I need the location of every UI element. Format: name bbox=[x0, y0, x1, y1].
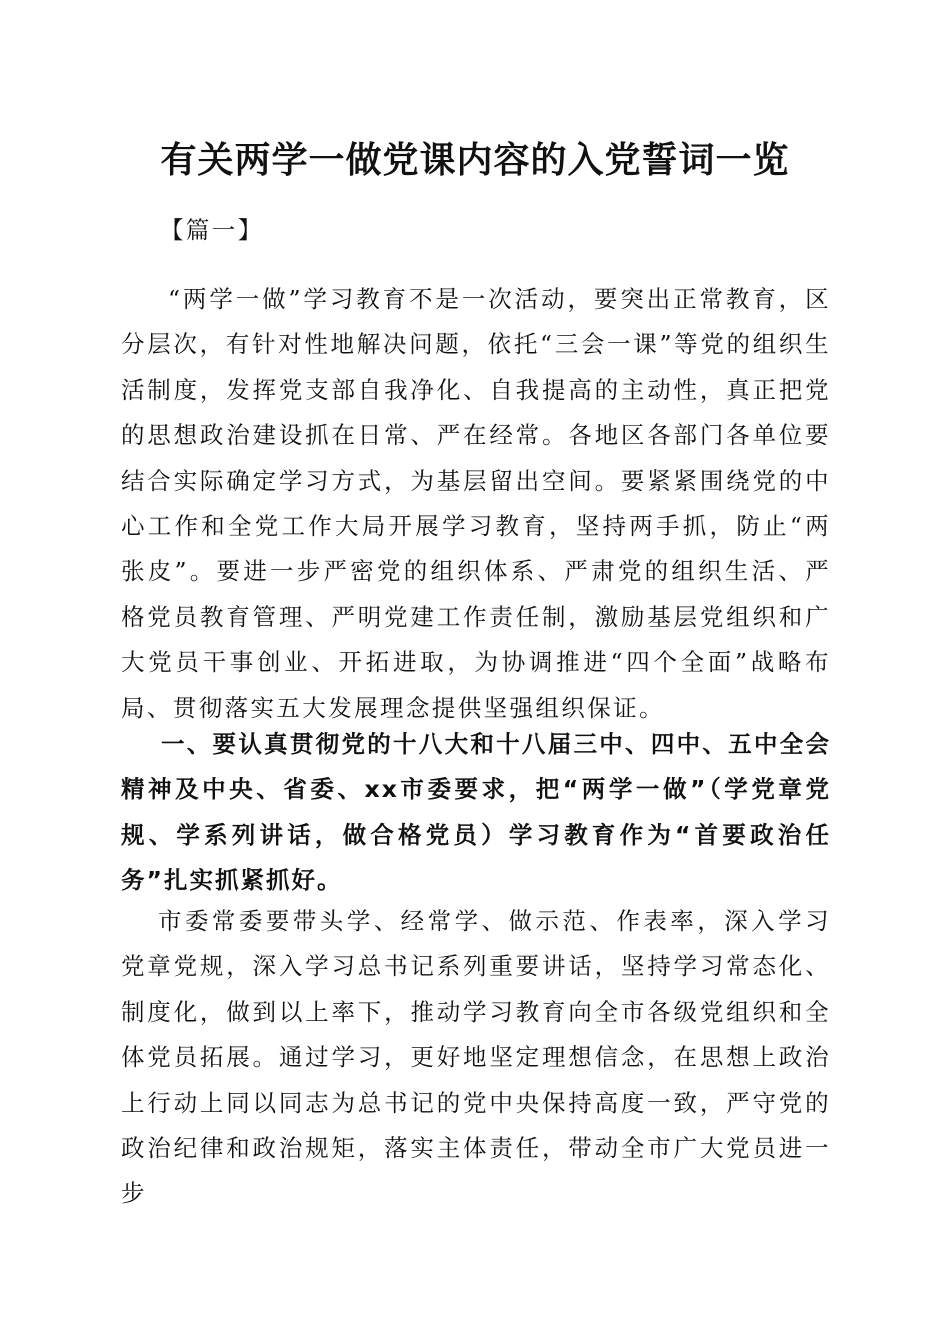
paragraph-2: 市委常委要带头学、经常学、做示范、作表率，深入学习党章党规，深入学习总书记系列重要讲话，坚持学习常态化、制度化，做到以上率下，推动学习教育向全市各级党组织和全体党员拓展。通过学习，更好地坚定理想信念，在思想上政治上行动上同以同志为总书记的党中央保持高度一致，严守党的政治纪律和政治规矩，落实主体责任，带动全市广大党员进一步 bbox=[121, 907, 831, 1208]
paragraph-1: “两学一做”学习教育不是一次活动，要突出正常教育，区分层次，有针对性地解决问题，依托“三会一课”等党的组织生活制度，发挥党支部自我净化、自我提高的主动性，真正把党的思想政治建设抓在日常、严在经常。各地区各部门各单位要结合实际确定学习方式，为基层留出空间。要紧紧围绕党的中心工作和全党工作大局开展学习教育，坚持两手抓，防止“两张皮”。要进一步严密党的组织体系、严肃党的组织生活、严格党员教育管理、严明党建工作责任制，激励基层党组织和广大党员干事创业、开拓进取，为协调推进“四个全面”战略布局、贯彻落实五大发展理念提供坚强组织保证。 bbox=[121, 285, 831, 722]
document-title: 有关两学一做党课内容的入党誓词一览 bbox=[160, 139, 790, 181]
section-heading-1: 一、要认真贯彻党的十八大和十八届三中、四中、五中全会精神及中央、省委、xx市委要求，把“两学一做”（学党章党规、学系列讲话，做合格党员）学习教育作为“首要政治任务”扎实抓紧抓好。 bbox=[121, 730, 831, 895]
section-label: 【篇一】 bbox=[160, 216, 264, 244]
